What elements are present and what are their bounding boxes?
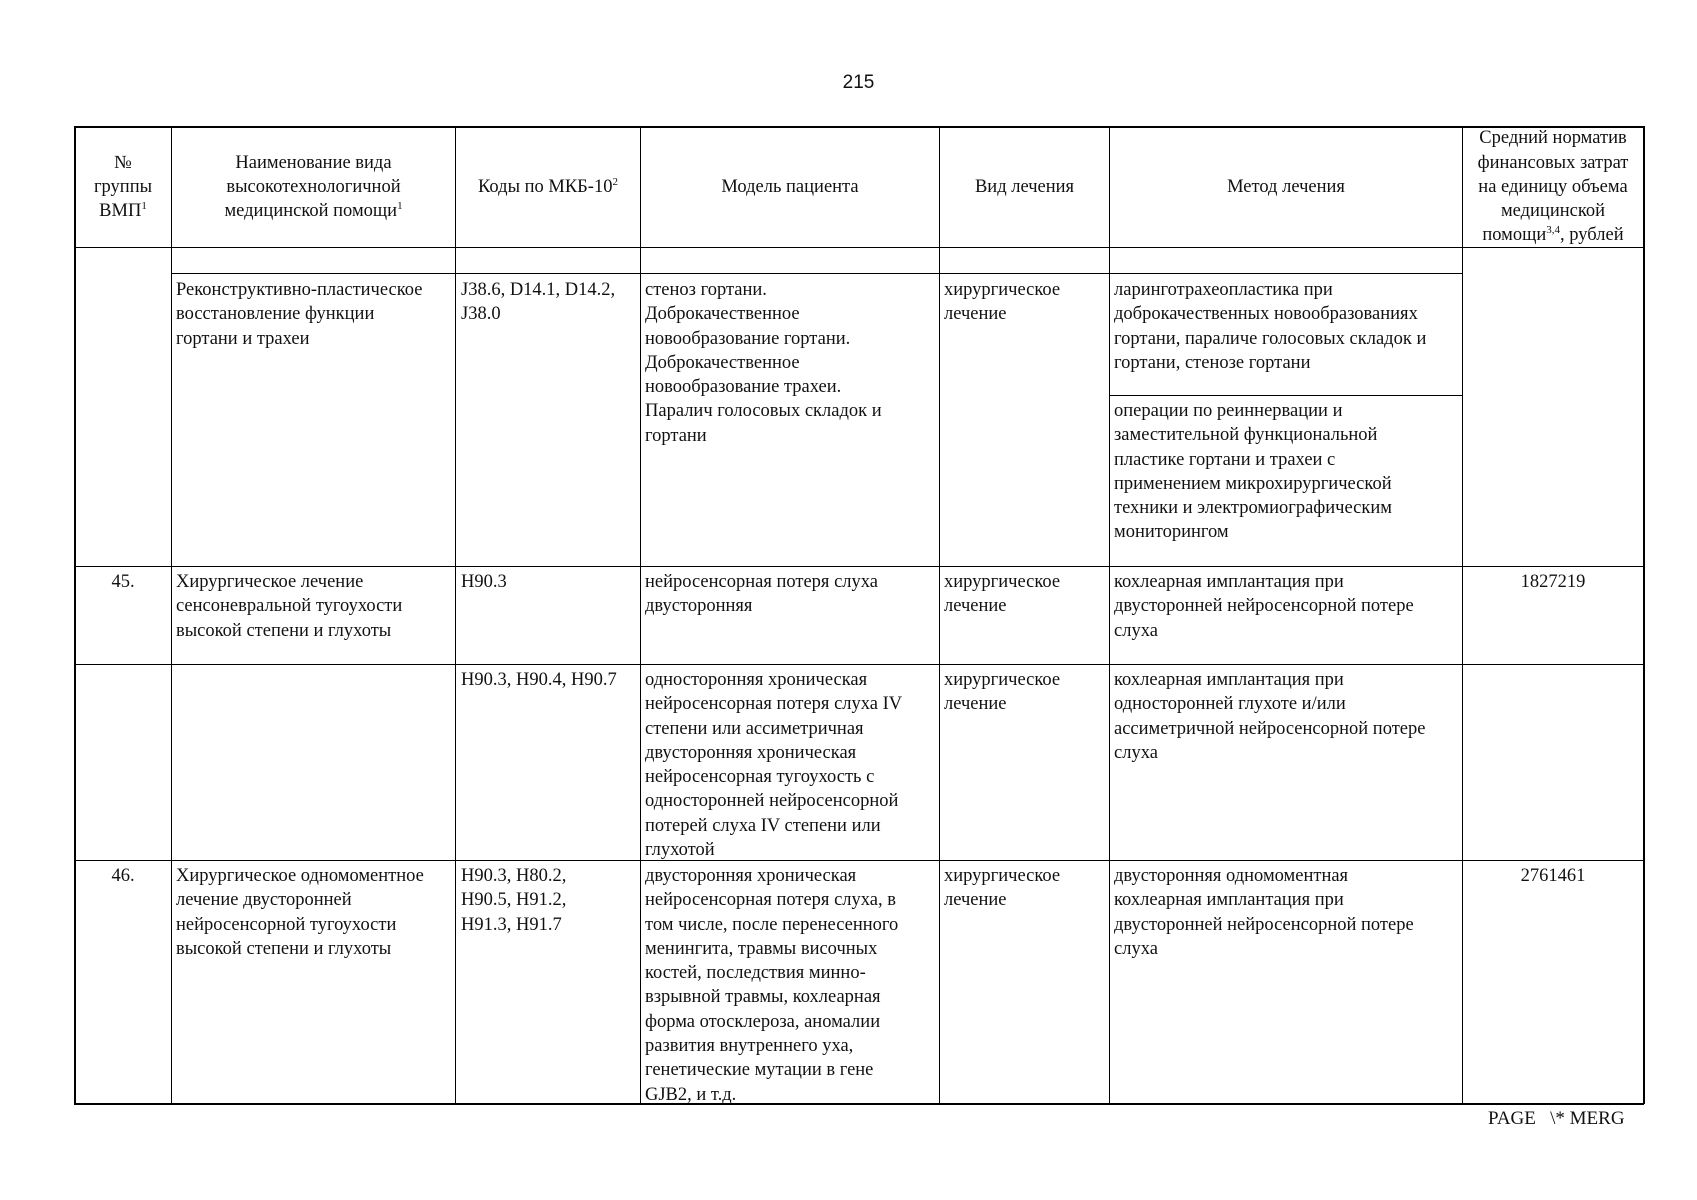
method-divider xyxy=(1109,395,1463,396)
treatment-method: кохлеарная имплантация при односторонней глухоте и/или ассиметричной нейросенсорной потере слуха xyxy=(1114,670,1426,763)
table-border xyxy=(1643,126,1645,1104)
header-average-cost: Средний норматив финансовых затрат на единицу объема медицинской помощи$^{3,4}$, рублей xyxy=(1477,128,1629,246)
footer-page-field: PAGE \* MERG xyxy=(1488,1108,1625,1129)
header-divider xyxy=(171,273,1463,274)
header-treatment-type: Вид лечения xyxy=(974,176,1075,197)
treatment-method: кохлеарная имплантация при двусторонней нейросенсорной потере слуха xyxy=(1114,572,1414,641)
table-border xyxy=(74,126,76,1104)
treatment-type: хирургическое лечение xyxy=(944,280,1061,325)
header-icd-codes: Коды по МКБ-$10^2$ xyxy=(478,175,618,197)
row-divider xyxy=(74,664,1644,665)
header-treatment-method: Метод лечения xyxy=(1227,176,1345,197)
header-care-type-name: Наименование вида высокотехнологичной медицинской помощи$^1$ xyxy=(224,152,403,222)
treatment-type: хирургическое лечение xyxy=(944,572,1061,617)
patient-model: односторонняя хроническая нейросенсорная потеря слуха IV степени или ассиметричная двусторонняя хроническая нейросенсорная тугоухость с односторонней нейросенсорной потерей слуха IV степени или глухотой xyxy=(645,670,903,861)
header-divider xyxy=(74,247,1644,248)
treatment-method: операции по реиннервации и заместительной функциональной пластике гортани и трахеи с применением микрохирургической техники и электромиографическим мониторингом xyxy=(1114,401,1392,543)
icd-codes: H90.3 xyxy=(461,572,507,592)
icd-codes: H90.3, H80.2, H90.5, H91.2, H91.3, H91.7 xyxy=(461,866,567,935)
page-number: 215 xyxy=(842,72,875,93)
patient-model: стеноз гортани. Доброкачественное новообразование гортани. Доброкачественное новообразование трахеи. Паралич голосовых складок и гортани xyxy=(645,280,882,446)
patient-model: нейросенсорная потеря слуха двусторонняя xyxy=(645,572,878,617)
treatment-method: ларинготрахеопластика при доброкачественных новообразованиях гортани, параличе голосовых складок и гортани, стенозе гортани xyxy=(1114,280,1427,373)
average-cost: 1827219 xyxy=(1520,572,1586,592)
header-group-number: № группы ВМП$^1$ xyxy=(93,152,153,222)
group-number: 45. xyxy=(111,572,135,592)
care-type-name: Хирургическое лечение сенсоневральной тугоухости высокой степени и глухоты xyxy=(176,572,403,641)
treatment-method: двусторонняя одномоментная кохлеарная имплантация при двусторонней нейросенсорной потере слуха xyxy=(1114,866,1414,959)
treatment-type: хирургическое лечение xyxy=(944,866,1061,911)
group-number: 46. xyxy=(111,866,135,886)
care-type-name: Реконструктивно-пластическое восстановление функции гортани и трахеи xyxy=(176,280,423,349)
icd-codes: J38.6, D14.1, D14.2, J38.0 xyxy=(461,280,616,325)
patient-model: двусторонняя хроническая нейросенсорная потеря слуха, в том числе, после перенесенного менингита, травмы височных костей, последствия минно- взрывной травмы, кохлеарная форма отосклероза, аномалии развития внутреннего уха, генетические мутации в гене GJB2, и т.д. xyxy=(645,866,899,1105)
average-cost: 2761461 xyxy=(1520,866,1586,886)
treatment-type: хирургическое лечение xyxy=(944,670,1061,715)
icd-codes: H90.3, H90.4, H90.7 xyxy=(461,670,617,690)
header-patient-model: Модель пациента xyxy=(721,176,859,197)
row-divider xyxy=(74,566,1644,567)
care-type-name: Хирургическое одномоментное лечение двусторонней нейросенсорной тугоухости высокой степени и глухоты xyxy=(176,866,424,959)
